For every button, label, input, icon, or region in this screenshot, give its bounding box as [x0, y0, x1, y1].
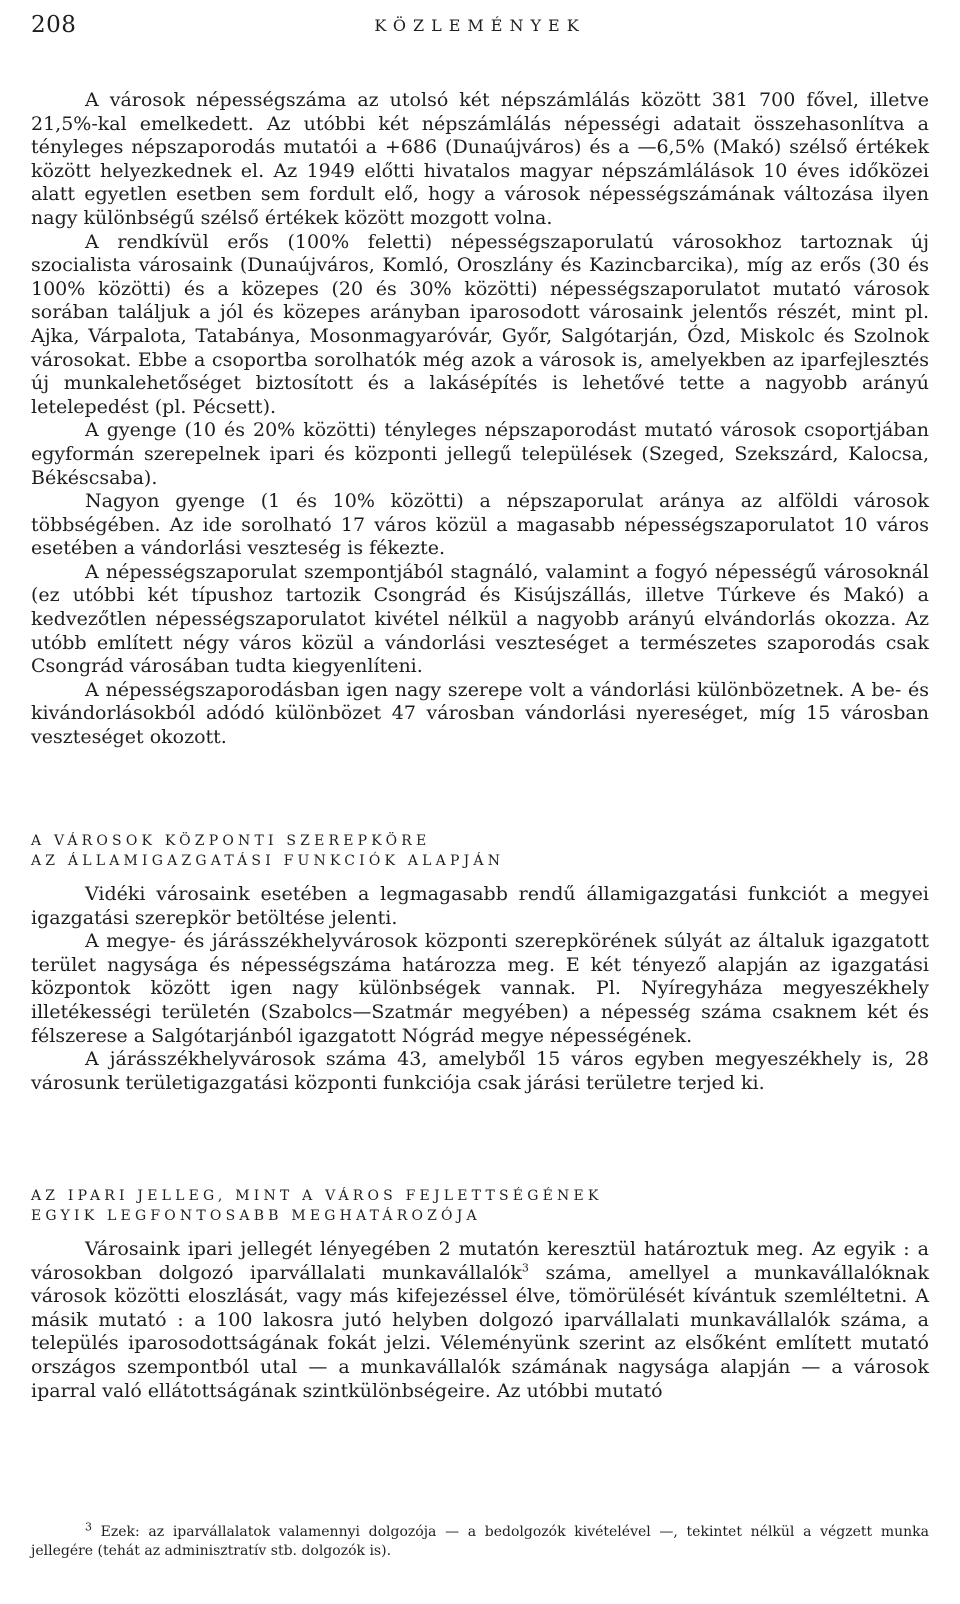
section-heading-admin [31, 831, 929, 871]
paragraph: Vidéki városaink esetében a legmagasabb rendű államigazgatási funkciót a megyei igazgatási szerepkör betöltése jelenti. [31, 883, 929, 929]
paragraph: A rendkívül erős (100% feletti) népességszaporulatú városokhoz tartoznak új szocialista városaink (Dunaújváros, Komló, Oroszlány és Kazincbarcika), míg az erős (30 és 100% közötti) és a közepes (20 és 30% közötti) népességszaporulatot mutató városok sorában találjuk a jól és közepes arányban iparosodott városaink jelentős részét, mint pl. Ajka, Várpalota, Tatabánya, Mosonmagyaróvár, Győr, Salgótarján, Ózd, Miskolc és Szolnok városokat. Ebbe a csoportba sorolhatók még azok a városok is, amelyekben az iparfejlesztés új munkalehetőséget biztosított és a lakásépítés is lehetővé tette a nagyobb arányú letelepedést (pl. Pécsett). [31, 230, 929, 418]
footnote [31, 1520, 929, 1561]
footnote-text [31, 1520, 929, 1561]
paragraph: A gyenge (10 és 20% közötti) tényleges népszaporodást mutató városok csoportjában egyformán szerepelnek ipari és központi jellegű települések (Szeged, Szekszárd, Kalocsa, Békéscsaba). [31, 419, 929, 489]
heading-line: A VÁROSOK KÖZPONTI SZEREPKÖRE [31, 833, 431, 849]
footnote-reference: 3 [521, 1261, 529, 1275]
paragraph-text: Városaink ipari jellegét lényegében 2 mutatón keresztül határoztuk meg. Az egyik : a városokban dolgozó iparvállalati munkavállalók [31, 1238, 929, 1284]
heading-line: AZ ÁLLAMIGAZGATÁSI FUNKCIÓK ALAPJÁN [31, 853, 505, 869]
paragraph: A megye- és járásszékhelyvárosok központi szerepkörének súlyát az általuk igazgatott terület nagysága és népességszáma határozza meg. E két tényező alapján az igazgatási központok között igen nagy különbségek vannak. Pl. Nyíregyháza megyeszékhely illetékességi területén (Szabolcs—Szatmár megyében) a népesség száma csaknem két és félszerese a Salgótarjánból igazgatott Nógrád megye népességének. [31, 930, 929, 1047]
footnote-body: Ezek: az iparvállalatok valamennyi dolgozója — a bedolgozók kivételével —, tekintet nélkül a végzett munka jellegére (tehát az adminisztratív stb. dolgozók is). [31, 1524, 929, 1559]
paragraph: A városok népességszáma az utolsó két népszámlálás között 381 700 fővel, illetve 21,5%-kal emelkedett. Az utóbbi két népszámlálás népességi adatait összehasonlítva a tényleges népszaporodás mutatói a +686 (Dunaújváros) és a —6,5% (Makó) szélső értékek között helyezkednek el. Az 1949 előtti hivatalos magyar népszámlálások 10 éves időközei alatt egyetlen esetben sem fordult elő, hogy a városok népességszámának változása ilyen nagy különbségű szélső értékek között mozgott volna. [31, 89, 929, 229]
footnote-marker: 3 [85, 1520, 92, 1534]
paragraph [31, 1238, 929, 1403]
running-head: KÖZLEMÉNYEK [374, 16, 586, 35]
section-admin [31, 883, 929, 1095]
paragraph-text: száma, amellyel a munkavállalóknak városok közötti eloszlását, vagy más kifejezéssel élve, tömörülését kívántuk szemléltetni. A másik mutató : a 100 lakosra jutó helyben dolgozó iparvállalati munkavállalók száma, a település iparosodottságának fokát jelzi. Véleményünk szerint az elsőként említett mutató országos szempontból utal — a munkavállalók számának nagysága alapján — a városok iparral való ellátottságának szintkülönbségeire. Az utóbbi mutató [31, 1261, 930, 1402]
section-industry [31, 1238, 929, 1403]
section-intro [31, 89, 929, 750]
paragraph: A népességszaporulat szempontjából stagnáló, valamint a fogyó népességű városoknál (ez utóbbi két típushoz tartozik Csongrád és Kisújszállás, illetve Túrkeve és Makó) a kedvezőtlen népességszaporulatot kivétel nélkül a nagyobb arányú elvándorlás okozza. Az utóbb említett négy város közül a vándorlási veszteséget a természetes szaporodás csak Csongrád városában tudta kiegyenlíteni. [31, 560, 929, 678]
paragraph: A népességszaporodásban igen nagy szerepe volt a vándorlási különbözetnek. A be- és kivándorlásokból adódó különbözet 47 városban vándorlási nyereséget, míg 15 városban veszteséget okozott. [31, 678, 929, 749]
page-number: 208 [31, 12, 77, 38]
heading-line: EGYIK LEGFONTOSABB MEGHATÁROZÓJA [31, 1208, 481, 1224]
section-heading-industry [31, 1186, 929, 1226]
heading-line: AZ IPARI JELLEG, MINT A VÁROS FEJLETTSÉGÉNEK [31, 1188, 603, 1204]
paragraph: Nagyon gyenge (1 és 10% közötti) a népszaporulat aránya az alföldi városok többségében. Az ide sorolható 17 város közül a magasabb népességszaporulatot 10 város esetében a vándorlási veszteség is fékezte. [31, 490, 929, 560]
paragraph: A járásszékhelyvárosok száma 43, amelyből 15 város egyben megyeszékhely is, 28 városunk területigazgatási központi funkciója csak járási területre terjed ki. [31, 1048, 929, 1094]
